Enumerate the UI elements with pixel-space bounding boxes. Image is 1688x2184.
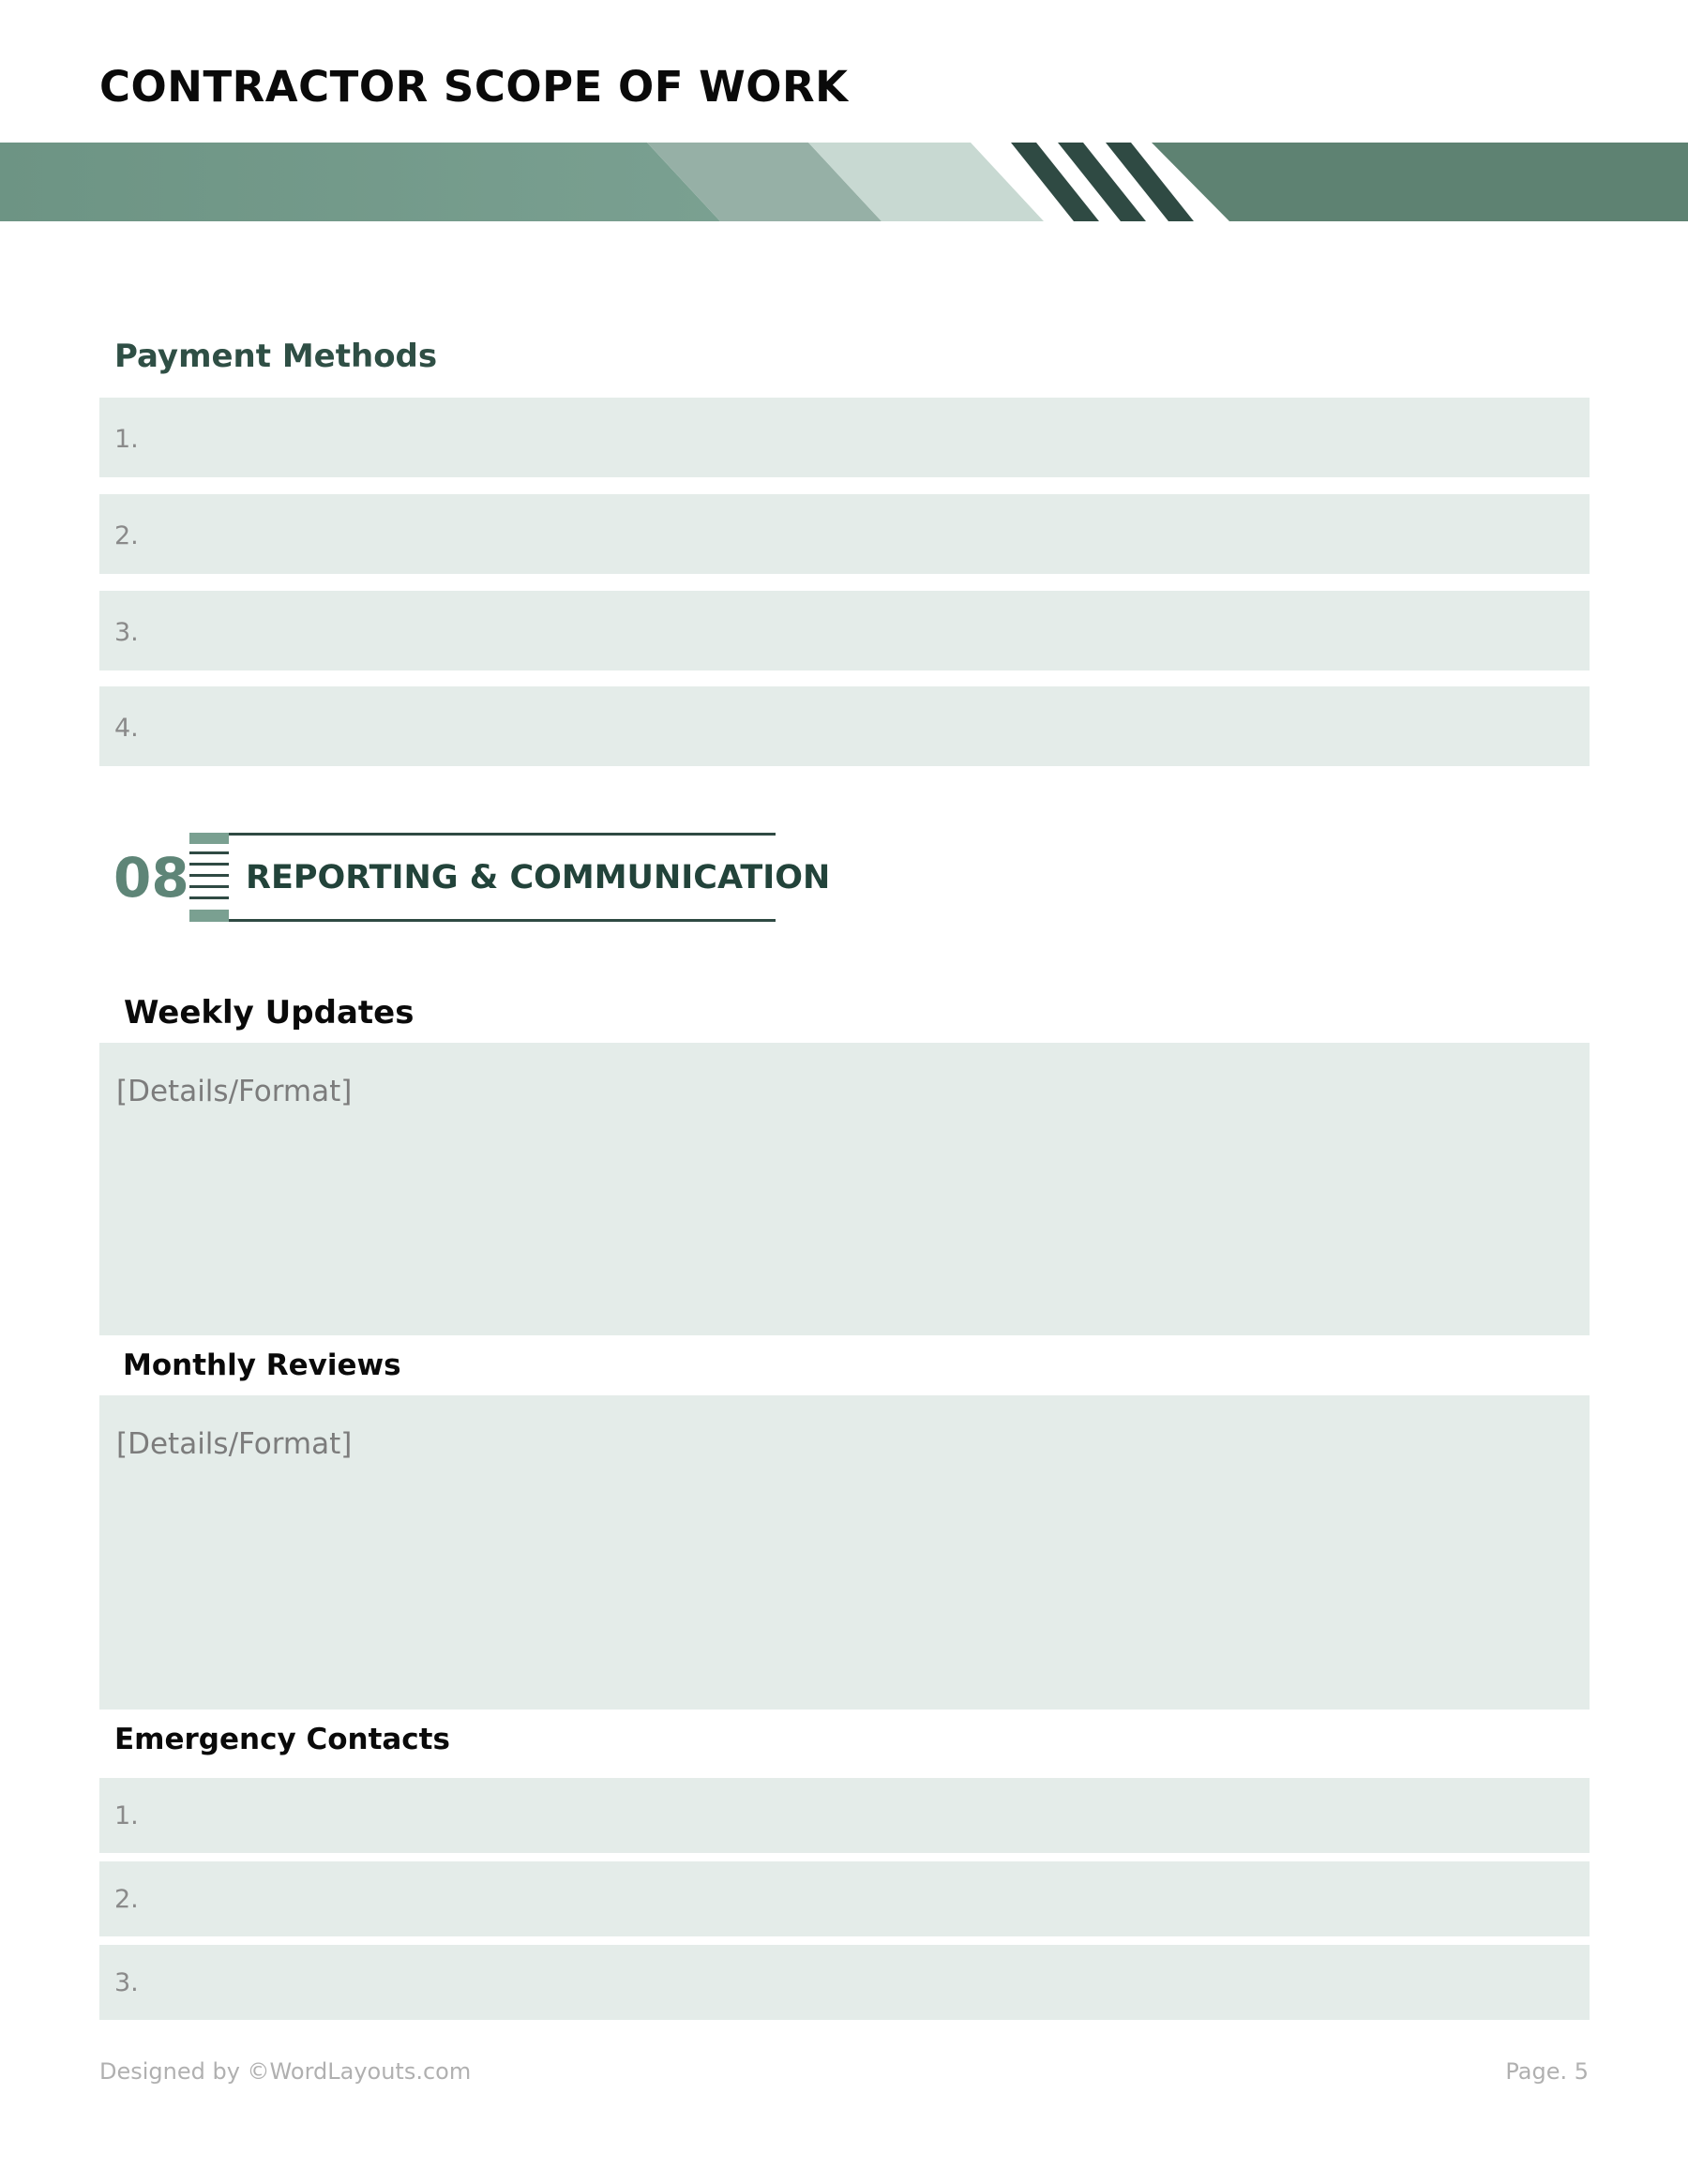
weekly-updates-field[interactable] — [99, 1043, 1590, 1335]
section-number: 08 — [113, 846, 189, 910]
payment-method-field-3[interactable] — [99, 591, 1590, 670]
list-number: 1. — [114, 425, 139, 454]
payment-methods-heading: Payment Methods — [114, 338, 438, 375]
section-lines-icon — [189, 833, 231, 922]
page-number: Page. 5 — [1505, 2058, 1589, 2085]
emergency-contact-field-1[interactable] — [99, 1778, 1590, 1853]
footer-credit: Designed by ©WordLayouts.com — [99, 2058, 472, 2085]
emergency-contacts-heading: Emergency Contacts — [114, 1723, 450, 1756]
section-title: REPORTING & COMMUNICATION — [246, 859, 831, 896]
payment-method-field-4[interactable] — [99, 686, 1590, 766]
document-title: CONTRACTOR SCOPE OF WORK — [99, 62, 849, 112]
header-banner — [0, 143, 1688, 221]
list-number: 2. — [114, 1885, 139, 1914]
monthly-reviews-field[interactable] — [99, 1395, 1590, 1710]
list-number: 2. — [114, 521, 139, 550]
monthly-reviews-heading: Monthly Reviews — [123, 1348, 401, 1382]
list-number: 4. — [114, 714, 139, 743]
list-number: 3. — [114, 618, 139, 647]
payment-method-field-1[interactable] — [99, 398, 1590, 477]
weekly-updates-heading: Weekly Updates — [124, 994, 414, 1032]
emergency-contact-field-3[interactable] — [99, 1945, 1590, 2020]
payment-method-field-2[interactable] — [99, 494, 1590, 574]
weekly-updates-placeholder: [Details/Format] — [116, 1075, 353, 1108]
emergency-contact-field-2[interactable] — [99, 1861, 1590, 1936]
monthly-reviews-placeholder: [Details/Format] — [116, 1427, 353, 1461]
list-number: 3. — [114, 1968, 139, 1997]
list-number: 1. — [114, 1801, 139, 1830]
